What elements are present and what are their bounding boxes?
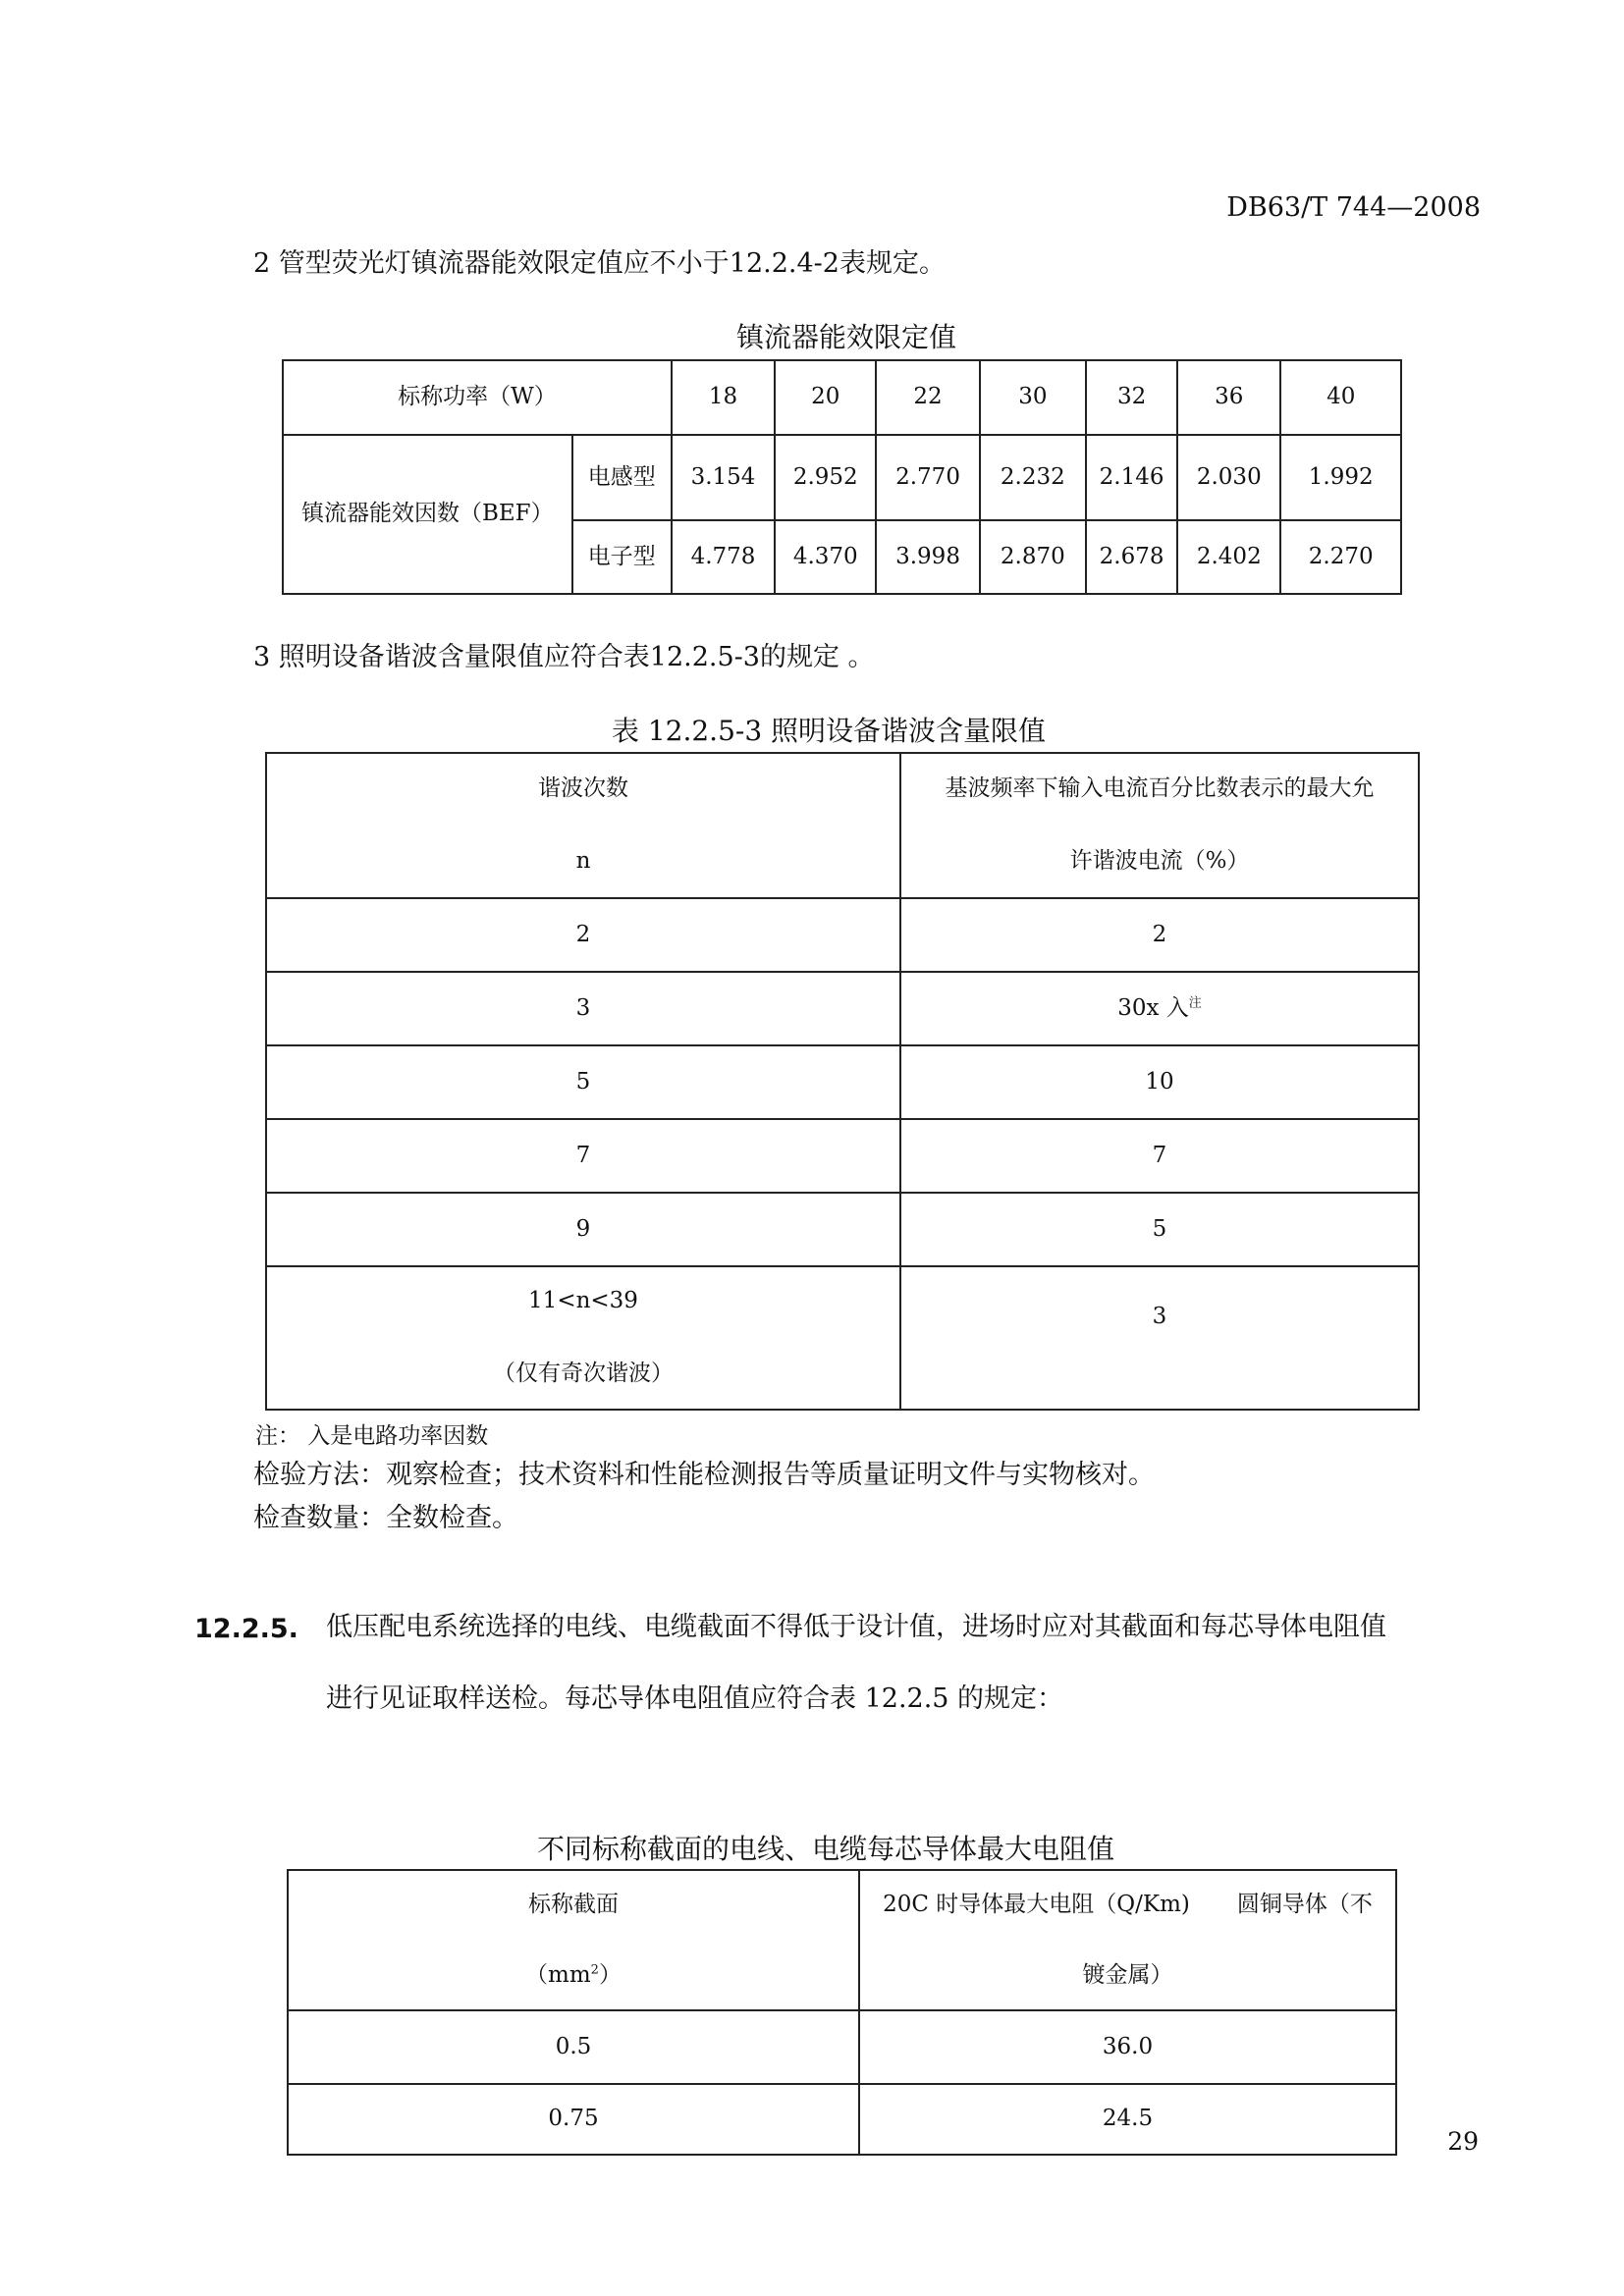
table1-caption: 镇流器能效限定值: [735, 321, 956, 353]
table1-header-row: [283, 360, 1401, 435]
ballast-type: 电感型: [572, 435, 672, 520]
nominal-section-header: [288, 1870, 859, 2010]
range-label: 11<n<39: [528, 1288, 638, 1314]
page-number: 29: [1447, 2127, 1479, 2156]
bef-value: 2.232: [980, 435, 1086, 520]
inspection-quantity: 检查数量：全数检查。: [253, 1503, 518, 1533]
bef-value: 2.952: [775, 435, 876, 520]
max-resistance: 36.0: [859, 2010, 1396, 2084]
max-resistance-label-2: 镀金属）: [1082, 1961, 1173, 1988]
bef-value: 2.870: [980, 520, 1086, 594]
ballast-type: 电子型: [572, 520, 672, 594]
harmonic-order-header: [266, 753, 900, 898]
harmonic-limit-cell: [900, 972, 1419, 1045]
power-cell: 40: [1280, 360, 1401, 435]
nominal-section: 0.5: [288, 2010, 859, 2084]
max-resistance-label: 20C 时导体最大电阻（Q/Km) 圆铜导体（不: [883, 1891, 1373, 1917]
harmonic-order: 7: [266, 1119, 900, 1193]
table2-header-row: [266, 753, 1419, 898]
harmonic-order-label: 谐波次数: [538, 775, 628, 802]
table-row: [266, 1045, 1419, 1119]
power-cell: 30: [980, 360, 1086, 435]
bef-value: 2.270: [1280, 520, 1401, 594]
harmonic-order: 5: [266, 1045, 900, 1119]
harmonic-limits-table: [265, 752, 1420, 1411]
range-note: （仅有奇次谐波）: [493, 1361, 674, 1386]
table-row: [266, 1119, 1419, 1193]
power-cell: 36: [1177, 360, 1280, 435]
bef-value: 4.370: [775, 520, 876, 594]
max-current-header: [900, 753, 1419, 898]
document-id: DB63/T 744—2008: [1226, 192, 1481, 223]
table-row: [266, 972, 1419, 1045]
max-current-label-1: 基波频率下输入电流百分比数表示的最大允: [945, 775, 1375, 802]
bef-value: 3.154: [672, 435, 775, 520]
item-3-text: 3 照明设备谐波含量限值应符合表12.2.5-3的规定 。: [253, 642, 875, 672]
power-cell: 20: [775, 360, 876, 435]
bef-value: 2.770: [876, 435, 979, 520]
section-text-line1: 低压配电系统选择的电线、电缆截面不得低于设计值，进场时应对其截面和每芯导体电阻值: [326, 1612, 1386, 1642]
inspection-method: 检验方法：观察检查；技术资料和性能检测报告等质量证明文件与实物核对。: [253, 1460, 1155, 1490]
table-row: [266, 1193, 1419, 1266]
bef-value: 2.678: [1086, 520, 1177, 594]
harmonic-limit: 30x 入: [1117, 994, 1189, 1021]
table-row: [266, 898, 1419, 972]
nominal-section: 0.75: [288, 2084, 859, 2155]
bef-value: 2.402: [1177, 520, 1280, 594]
bef-value: 2.146: [1086, 435, 1177, 520]
table-row: [283, 435, 1401, 520]
harmonic-limit: 10: [900, 1045, 1419, 1119]
bef-value: 4.778: [672, 520, 775, 594]
section-text-line2: 进行见证取样送检。每芯导体电阻值应符合表 12.2.5 的规定：: [326, 1683, 1064, 1714]
conductor-resistance-table: [287, 1869, 1397, 2156]
note-marker: 注: [1188, 994, 1202, 1010]
table-row: [288, 2010, 1396, 2084]
nominal-section-label: 标称截面: [528, 1891, 619, 1917]
power-cell: 22: [876, 360, 979, 435]
section-number: 12.2.5.: [194, 1614, 298, 1644]
bef-value: 3.998: [876, 520, 979, 594]
harmonic-limit: 3: [900, 1266, 1419, 1410]
table3-caption: 不同标称截面的电线、电缆每芯导体最大电阻值: [536, 1833, 1114, 1865]
table-row: [266, 1266, 1419, 1410]
harmonic-order-range: [266, 1266, 900, 1410]
table3-header-row: [288, 1870, 1396, 2010]
table-row: [288, 2084, 1396, 2155]
table2-caption: 表 12.2.5-3 照明设备谐波含量限值: [611, 715, 1047, 747]
harmonic-order-symbol: n: [575, 848, 591, 874]
harmonic-limit: 2: [900, 898, 1419, 972]
harmonic-order: 2: [266, 898, 900, 972]
max-resistance: 24.5: [859, 2084, 1396, 2155]
harmonic-order: 3: [266, 972, 900, 1045]
bef-value: 2.030: [1177, 435, 1280, 520]
bef-value: 1.992: [1280, 435, 1401, 520]
ballast-efficiency-table: [282, 359, 1402, 595]
harmonic-order: 9: [266, 1193, 900, 1266]
harmonic-limit: 7: [900, 1119, 1419, 1193]
max-resistance-header: [859, 1870, 1396, 2010]
max-current-label-2: 许谐波电流（%）: [1069, 848, 1250, 874]
power-header: 标称功率（W）: [283, 360, 672, 435]
bef-label: 镇流器能效因数（BEF）: [283, 435, 572, 594]
power-cell: 18: [672, 360, 775, 435]
harmonic-limit: 5: [900, 1193, 1419, 1266]
power-cell: 32: [1086, 360, 1177, 435]
table2-note: 注： 入是电路功率因数: [255, 1423, 489, 1449]
item-2-text: 2 管型荧光灯镇流器能效限定值应不小于12.2.4-2表规定。: [253, 248, 946, 279]
nominal-section-unit: $(mm^2)$: [525, 1961, 622, 1988]
